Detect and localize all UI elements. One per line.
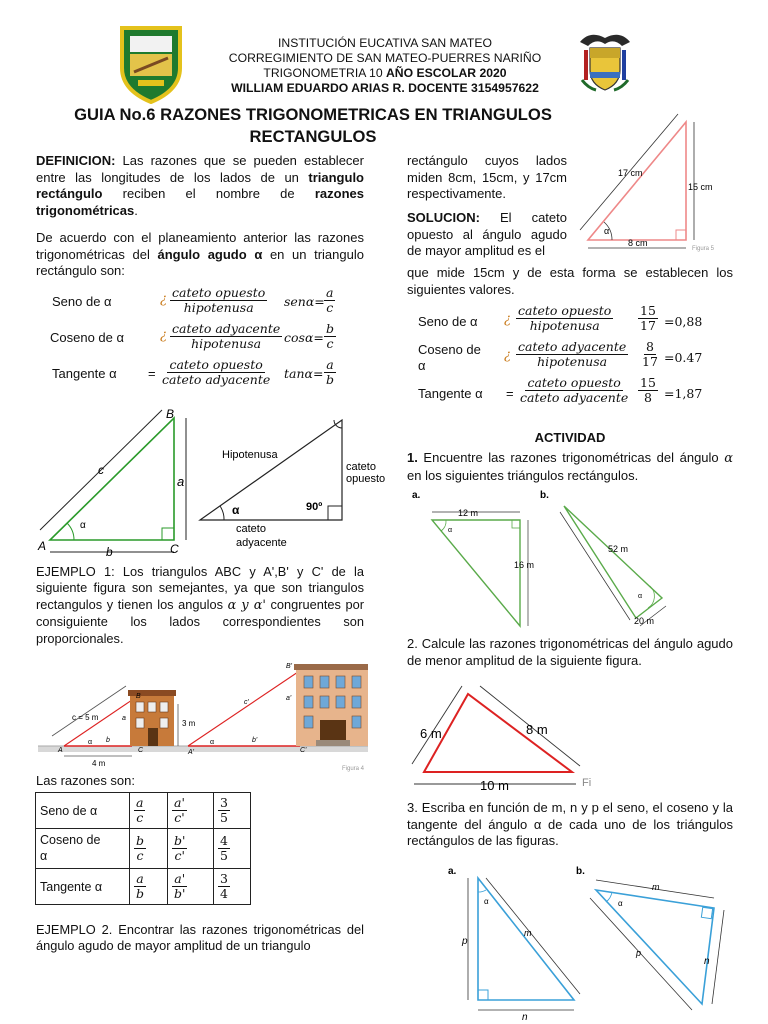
header-line-3: TRIGONOMETRIA 10 AÑO ESCOLAR 2020: [263, 65, 507, 80]
razones-table: [35, 792, 251, 905]
label-90: 90º: [306, 501, 323, 513]
similar-triangles-buildings-figure: [38, 660, 368, 772]
definition-paragraph-2: De acuerdo con el planeamiento anterior las razones trigonométricas del ángulo agudo α en un triangulo rectángulo son:: [36, 230, 364, 279]
page-title: GUIA No.6 RAZONES TRIGONOMETRICAS EN TRIANGULOS RECTANGULOS: [74, 105, 552, 147]
label-A: A: [58, 747, 63, 754]
label-B-prime: B': [286, 663, 293, 670]
label-hipotenusa: Hipotenusa: [222, 449, 278, 461]
label-p-b: p: [636, 948, 642, 958]
label-8m: 8 m: [526, 722, 548, 737]
label-alpha-q3a: α: [484, 897, 489, 906]
label-fig-a: a.: [412, 490, 421, 501]
row-label: Seno de α: [36, 793, 130, 829]
question-1: 1. Encuentre las razones trigonométricas del ángulo α en los siguientes triángulos rectángulos.: [407, 450, 733, 483]
table-row: Coseno de α $\frac{b}{c}$ $\frac{b'}{c'}$ $\frac{4}{5}$: [36, 829, 251, 869]
label-fig-b: b.: [540, 490, 549, 501]
label-4m: 4 m: [92, 759, 106, 768]
triangle-named-sides-figure: [196, 416, 392, 554]
label-alpha-q1b: α: [638, 593, 643, 600]
row-label: Tangente α: [36, 869, 130, 905]
label-a: a: [122, 715, 126, 722]
example-2-continuation: rectángulo cuyos lados miden 8cm, 15cm, y 17cm respectivamente.: [407, 153, 567, 202]
header-line-2: CORREGIMIENTO DE SAN MATEO-PUERRES NARIÑO: [228, 50, 542, 65]
label-alpha: α: [80, 520, 86, 531]
label-side-b: b: [106, 545, 113, 558]
label-a-prime: a': [286, 695, 292, 702]
label-vertex-a: A: [38, 539, 47, 553]
label-c-5m: c = 5 m: [72, 713, 99, 722]
label-m-a: m: [524, 928, 532, 938]
label-52m: 52 m: [608, 544, 629, 554]
header-line-4: WILLIAM EDUARDO ARIAS R. DOCENTE 3154957622: [231, 80, 539, 95]
label-16m: 16 m: [514, 560, 535, 570]
label-8cm: 8 cm: [628, 238, 648, 248]
question-2-triangle-figure: [410, 680, 600, 792]
label-alpha-1: α: [88, 739, 93, 746]
label-alpha-2: α: [210, 739, 215, 746]
label-6m: 6 m: [420, 726, 442, 741]
label-c-prime: c': [244, 699, 249, 706]
figure-5-triangle: [576, 112, 736, 256]
figure-5-caption: Figura 5: [692, 246, 715, 252]
label-p-a: p: [462, 936, 468, 947]
colombia-coat-of-arms: [576, 30, 634, 96]
label-3m: 3 m: [182, 719, 196, 728]
figure-4-caption: Figura 4: [342, 766, 365, 772]
label-alpha-fig5: α: [604, 226, 610, 236]
question-2: 2. Calcule las razones trigonométricas del ángulo agudo de menor amplitud de la siguiente figura.: [407, 636, 733, 668]
label-20m: 20 m: [634, 616, 655, 626]
row-label: Coseno de α: [36, 829, 130, 869]
label-opuesto-2: opuesto: [346, 473, 386, 485]
label-m-b: m: [652, 882, 660, 892]
actividad-title: ACTIVIDAD: [534, 430, 606, 445]
label-C: C: [138, 747, 144, 754]
table-row: Tangente α $\frac{a}{b}$ $\frac{a'}{b'}$ $\frac{3}{4}$: [36, 869, 251, 905]
label-side-a: a: [177, 474, 185, 489]
definition-paragraph: DEFINICION: Las razones que se pueden establecer entre las longitudes de los lados de un triangulo rectángulo reciben el nombre de razones trigonométricas.: [36, 153, 364, 218]
label-alpha-q1a: α: [448, 527, 453, 534]
label-adyacente-1: cateto: [236, 523, 266, 535]
label-opuesto-1: cateto: [346, 461, 376, 473]
razones-title: Las razones son:: [36, 773, 136, 788]
label-17cm: 17 cm: [618, 168, 643, 178]
label-n-b: n: [704, 956, 710, 967]
solution-paragraph-2: que mide 15cm y de esta forma se establecen los siguientes valores.: [407, 265, 733, 297]
figure-caption-fragment: Fi: [582, 777, 592, 789]
label-A-prime: A': [188, 749, 195, 756]
solution-paragraph: SOLUCION: El cateto opuesto al ángulo agudo de mayor amplitud es el: [407, 210, 567, 259]
label-n-a: n: [522, 1012, 528, 1020]
label-15cm: 15 cm: [688, 182, 713, 192]
label-b: b: [106, 737, 110, 744]
label-fig-b-q3: b.: [576, 866, 585, 877]
triangle-abc-figure: [36, 406, 196, 558]
example-1-paragraph: EJEMPLO 1: Los triangulos ABC y A',B' y C' de la siguiente figura son semejantes, ya que son triangulos rectangulos y tienen los angulos α y α' congruentes por consiguiente los lados correspondientes son proporcionales.: [36, 564, 365, 646]
label-12m: 12 m: [458, 508, 479, 518]
question-3-triangles-figure: [440, 864, 740, 1020]
label-b-prime: b': [252, 737, 258, 744]
label-adyacente-2: adyacente: [236, 537, 287, 549]
school-header: [200, 36, 570, 96]
label-fig-a-q3: a.: [448, 866, 457, 877]
label-B: B: [136, 693, 141, 700]
question-1-triangles-figure: [408, 486, 668, 630]
label-vertex-c: C: [170, 542, 179, 556]
header-line-1: INSTITUCIÓN EUCATIVA SAN MATEO: [278, 36, 492, 50]
label-10m: 10 m: [480, 778, 509, 792]
example-2-paragraph: EJEMPLO 2. Encontrar las razones trigonométricas del ángulo agudo de mayor amplitud de un triangulo: [36, 922, 364, 954]
school-shield-logo: [116, 24, 186, 104]
label-alpha-named: α: [232, 503, 240, 517]
label-vertex-b: B: [166, 407, 175, 421]
label-alpha-q3b: α: [618, 899, 623, 908]
label-C-prime: C': [300, 747, 307, 754]
label-side-c: c: [98, 463, 104, 477]
table-row: Seno de α $\frac{a}{c}$ $\frac{a'}{c'}$ $\frac{3}{5}$: [36, 793, 251, 829]
question-3: 3. Escriba en función de m, n y p el seno, el coseno y la tangente del ángulo α de cada uno de los triángulos rectángulos de las figuras.: [407, 800, 733, 849]
